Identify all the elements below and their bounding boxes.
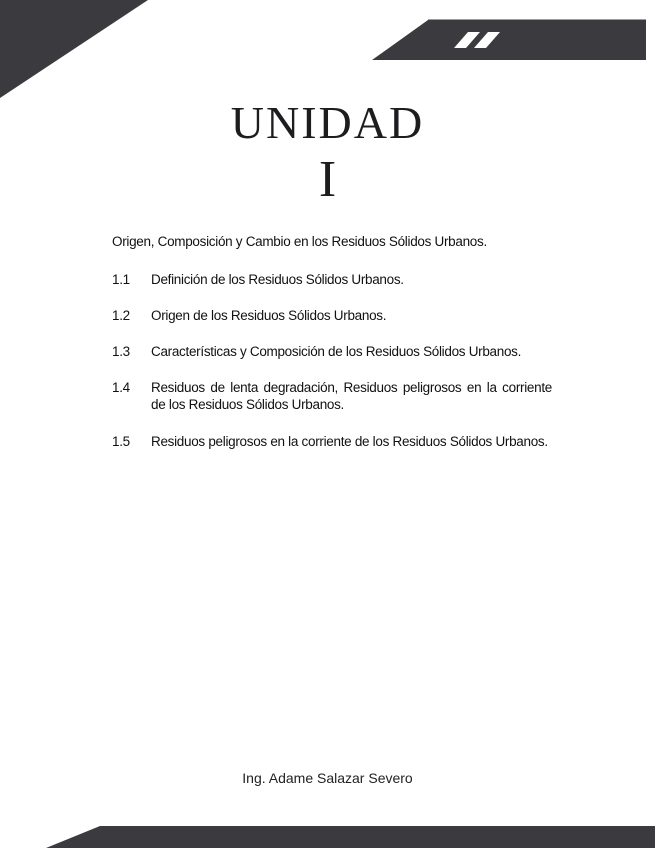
header-banner-decoration (370, 18, 648, 62)
toc-item (112, 343, 552, 360)
unit-number: I (318, 151, 337, 208)
toc-item (112, 307, 552, 324)
toc-item (112, 433, 552, 450)
toc-item-number: 1.5 (112, 434, 130, 449)
toc-item-text: Residuos peligrosos en la corriente de los Residuos Sólidos Urbanos. (151, 434, 548, 449)
toc-heading: Origen, Composición y Cambio en los Residuos Sólidos Urbanos. (112, 234, 487, 249)
toc-item (112, 379, 552, 413)
toc-item-text: Características y Composición de los Residuos Sólidos Urbanos. (151, 344, 522, 359)
toc-item-number: 1.1 (112, 272, 130, 287)
toc-item-number: 1.2 (112, 308, 130, 323)
toc-item (112, 271, 552, 288)
toc-item-text: Origen de los Residuos Sólidos Urbanos. (151, 308, 387, 323)
author-name: Ing. Adame Salazar Severo (242, 770, 413, 786)
toc-item-text: Definición de los Residuos Sólidos Urbanos. (151, 272, 404, 287)
toc-item-text: Residuos de lenta degradación, Residuos peligrosos en la corriente de los Residuos Sólidos Urbanos. (151, 380, 552, 412)
toc-item-number: 1.3 (112, 344, 130, 359)
corner-triangle-decoration (0, 0, 150, 100)
toc-item-number: 1.4 (112, 380, 130, 395)
footer-band-decoration (0, 824, 655, 848)
unit-title: UNIDAD (230, 97, 425, 148)
